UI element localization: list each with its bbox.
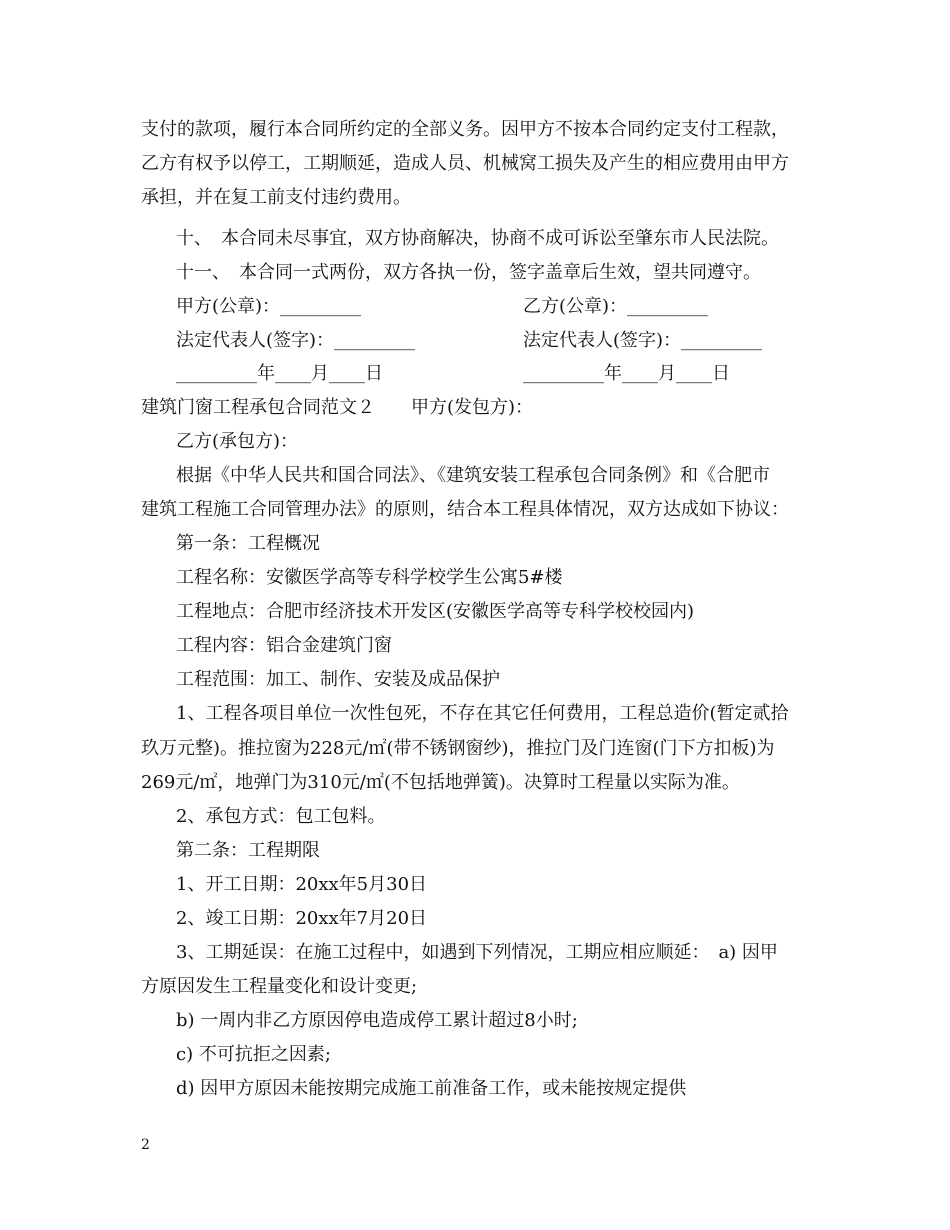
clause-11: 十一、 本合同一式两份，双方各执一份，签字盖章后生效，望共同遵守。: [176, 262, 761, 283]
party-b-representative: 法定代表人(签字)：_________: [523, 330, 763, 351]
party-a-representative: 法定代表人(签字)：_________: [176, 330, 416, 351]
document-title: 建筑门窗工程承包合同范文２ 甲方(发包方)：: [141, 397, 534, 418]
body-line: 方原因发生工程量变化和设计变更;: [141, 976, 418, 997]
start-date: 1、开工日期：20xx年5月30日: [176, 874, 428, 895]
project-scope: 工程范围：加工、制作、安装及成品保护: [176, 669, 500, 690]
party-b-label: 乙方(承包方)：: [176, 431, 299, 452]
party-b-date: _________年____月____日: [523, 363, 730, 384]
article-heading: 第二条：工程期限: [176, 840, 320, 861]
body-line: 建筑工程施工合同管理办法》的原则，结合本工程具体情况，双方达成如下协议：: [141, 499, 789, 520]
party-a-seal: 甲方(公章)：_________: [176, 296, 362, 317]
body-line: 乙方有权予以停工，工期顺延，造成人员、机械窝工损失及产生的相应费用由甲方: [141, 153, 789, 174]
list-item: c) 不可抗拒之因素;: [176, 1044, 331, 1065]
party-a-date: _________年____月____日: [176, 363, 383, 384]
body-line: 根据《中华人民共和国合同法》、《建筑安装工程承包合同条例》和《合肥市: [176, 465, 770, 486]
party-b-seal: 乙方(公章)：_________: [523, 296, 709, 317]
page-number: 2: [141, 1137, 150, 1153]
list-item: d) 因甲方原因未能按期完成施工前准备工作，或未能按规定提供: [176, 1078, 687, 1099]
project-name: 工程名称：安徽医学高等专科学校学生公寓5#楼: [176, 567, 563, 588]
body-line: 承担，并在复工前支付违约费用。: [141, 187, 411, 208]
body-line: 3、工期延误：在施工过程中，如遇到下列情况，工期应相应顺延： a) 因甲: [176, 942, 778, 963]
body-line: 2、承包方式：包工包料。: [176, 806, 386, 827]
body-line: 1、工程各项目单位一次性包死，不存在其它任何费用，工程总造价(暂定贰拾: [176, 703, 789, 724]
project-location: 工程地点：合肥市经济技术开发区(安徽医学高等专科学校校园内): [176, 601, 695, 622]
project-content: 工程内容：铝合金建筑门窗: [176, 635, 392, 656]
body-line: 玖万元整)。推拉窗为228元/㎡(带不锈钢窗纱)，推拉门及门连窗(门下方扣板)为: [141, 738, 775, 759]
completion-date: 2、竣工日期：20xx年7月20日: [176, 908, 428, 929]
body-line: 支付的款项，履行本合同所约定的全部义务。因甲方不按本合同约定支付工程款，: [141, 119, 789, 140]
list-item: b) 一周内非乙方原因停电造成停工累计超过8小时;: [176, 1010, 578, 1031]
clause-10: 十、 本合同未尽事宜，双方协商解决，协商不成可诉讼至肇东市人民法院。: [176, 228, 779, 249]
article-heading: 第一条：工程概况: [176, 533, 320, 554]
body-line: 269元/㎡，地弹门为310元/㎡(不包括地弹簧)。决算时工程量以实际为准。: [141, 772, 740, 793]
